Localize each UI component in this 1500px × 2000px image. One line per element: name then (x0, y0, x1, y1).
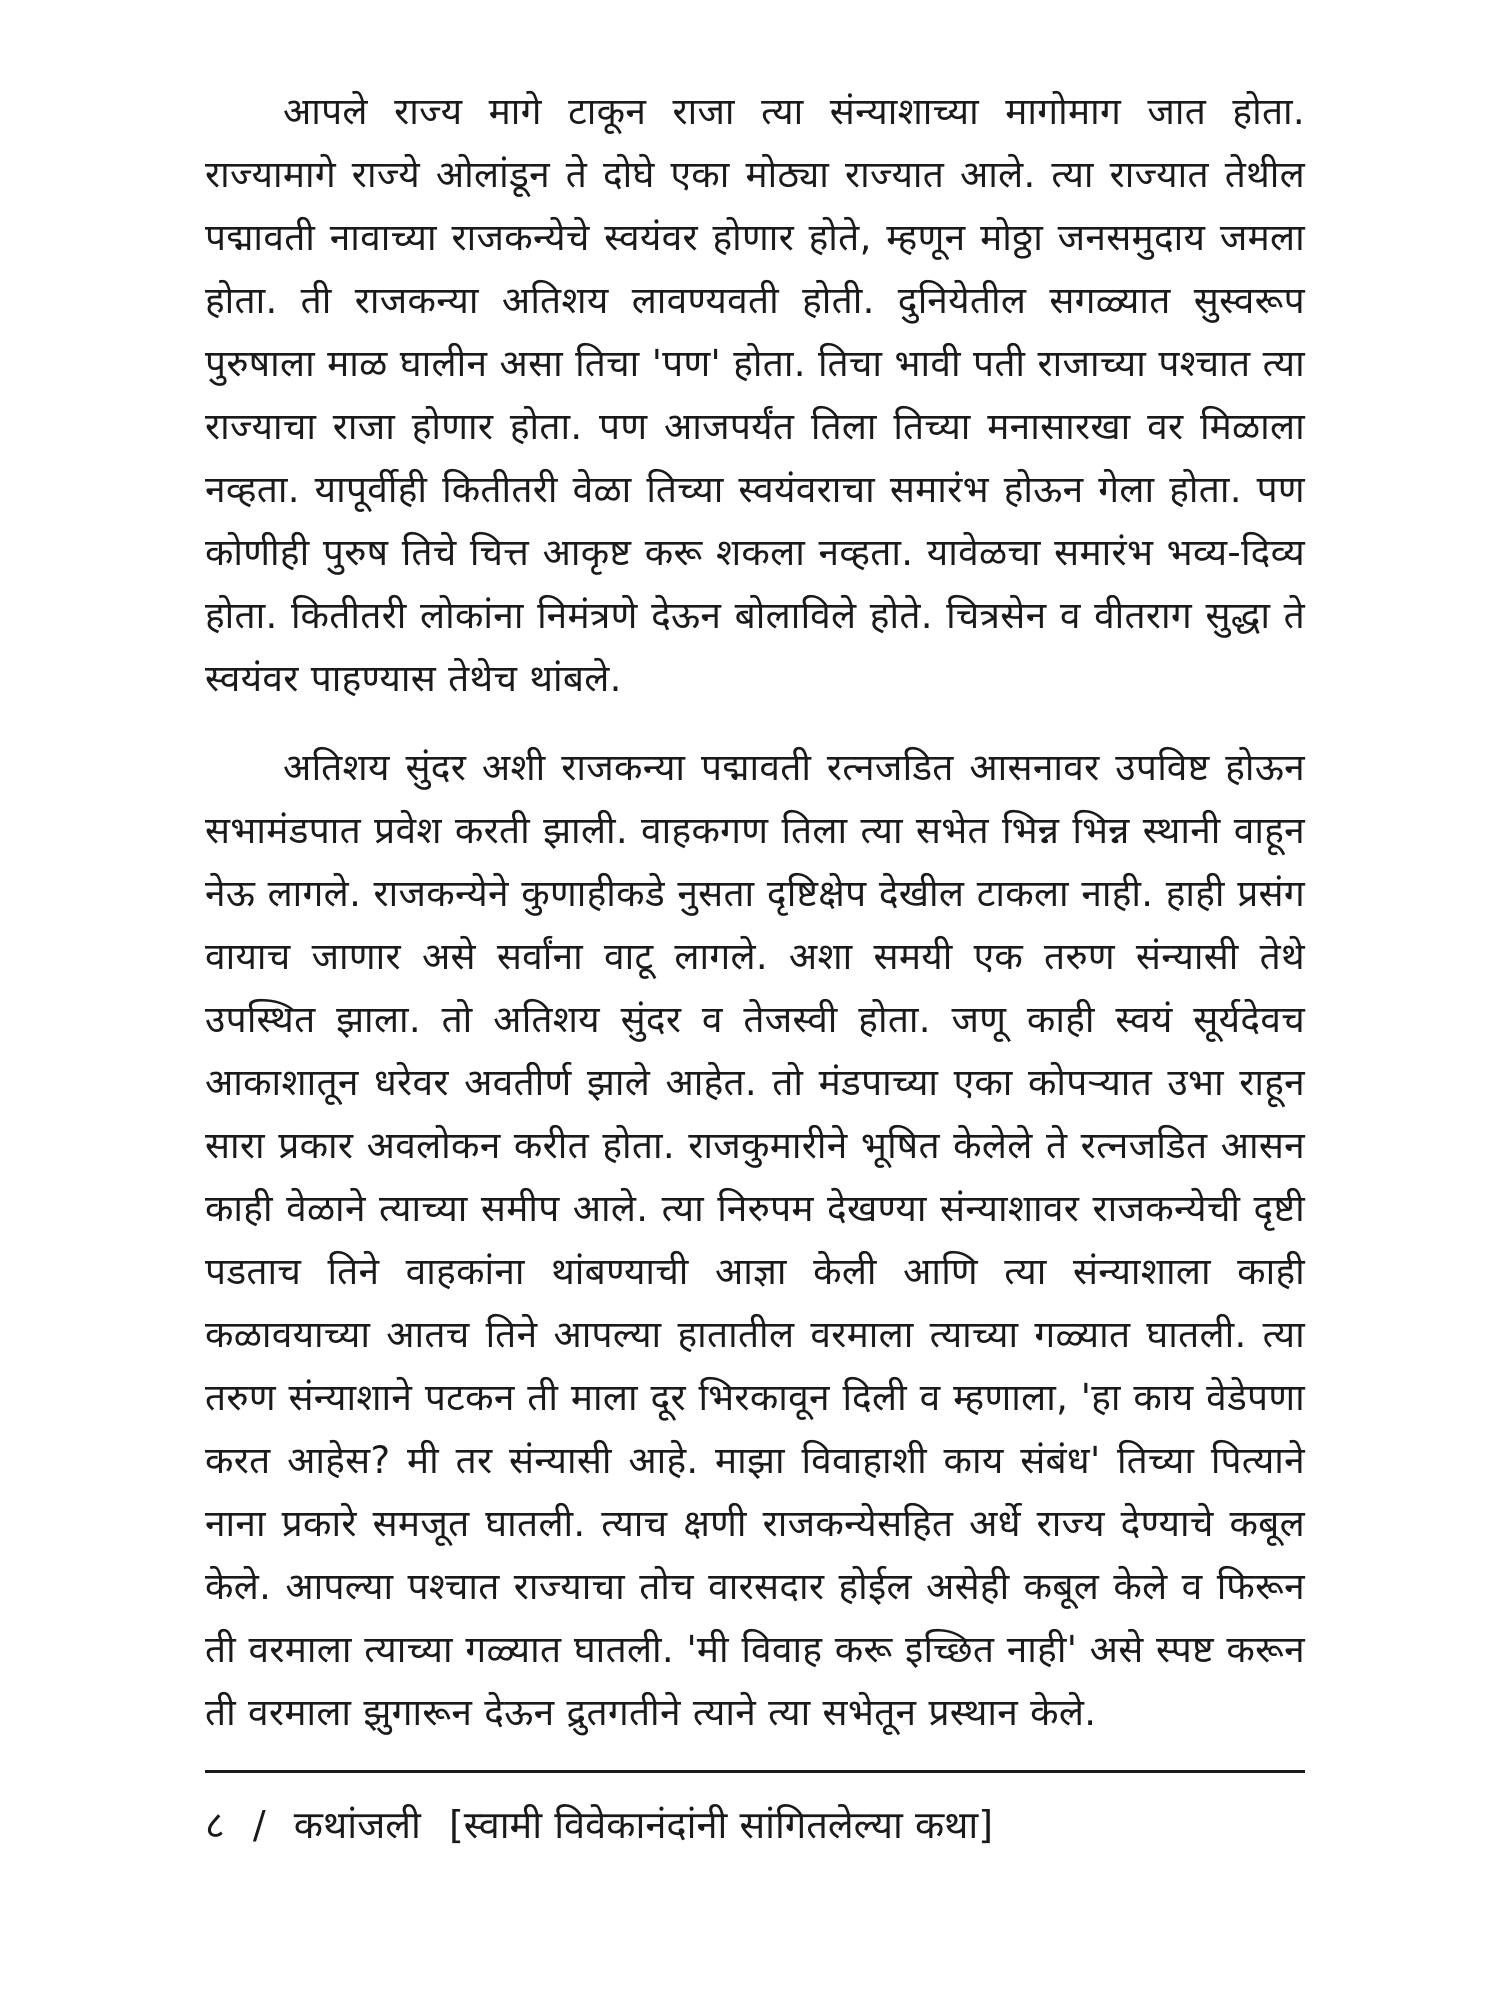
footer-separator: / (252, 1803, 266, 1847)
book-page (205, 80, 1305, 1920)
page-footer (205, 1800, 1009, 1850)
book-title: कथांजली (293, 1803, 421, 1847)
paragraph-1: आपले राज्य मागे टाकून राजा त्या संन्याशाच्या मागोमाग जात होता. राज्यामागे राज्ये ओलांडून ते दोघे एका मोठ्या राज्यात आले. त्या राज्यात तेथील पद्मावती नावाच्या राजकन्येचे स्वयंवर होणार होते, म्हणून मोठ्ठा जनसमुदाय जमला होता. ती राजकन्या अतिशय लावण्यवती होती. दुनियेतील सगळ्यात सुस्वरूप पुरुषाला माळ घालीन असा तिचा 'पण' होता. तिचा भावी पती राजाच्या पश्चात त्या राज्याचा राजा होणार होता. पण आजपर्यंत तिला तिच्या मनासारखा वर मिळाला नव्हता. यापूर्वीही कितीतरी वेळा तिच्या स्वयंवराचा समारंभ होऊन गेला होता. पण कोणीही पुरुष तिचे चित्त आकृष्ट करू शकला नव्हता. यावेळचा समारंभ भव्य-दिव्य होता. कितीतरी लोकांना निमंत्रणे देऊन बोलाविले होते. चित्रसेन व वीतराग सुद्धा ते स्वयंवर पाहण्यास तेथेच थांबले. (205, 90, 1305, 700)
book-subtitle: [स्वामी विवेकानंदांनी सांगितलेल्या कथा] (448, 1803, 994, 1847)
page-number: ८ (205, 1803, 225, 1847)
paragraph-2: अतिशय सुंदर अशी राजकन्या पद्मावती रत्नजडित आसनावर उपविष्ट होऊन सभामंडपात प्रवेश करती झाली. वाहकगण तिला त्या सभेत भिन्न भिन्न स्थानी वाहून नेऊ लागले. राजकन्येने कुणाहीकडे नुसता दृष्टिक्षेप देखील टाकला नाही. हाही प्रसंग वायाच जाणार असे सर्वांना वाटू लागले. अशा समयी एक तरुण संन्यासी तेथे उपस्थित झाला. तो अतिशय सुंदर व तेजस्वी होता. जणू काही स्वयं सूर्यदेवच आकाशातून धरेवर अवतीर्ण झाले आहेत. तो मंडपाच्या एका कोपऱ्यात उभा राहून सारा प्रकार अवलोकन करीत होता. राजकुमारीने भूषित केलेले ते रत्नजडित आसन काही वेळाने त्याच्या समीप आले. त्या निरुपम देखण्या संन्याशावर राजकन्येची दृष्टी पडताच तिने वाहकांना थांबण्याची आज्ञा केली आणि त्या संन्याशाला काही कळावयाच्या आतच तिने आपल्या हातातील वरमाला त्याच्या गळ्यात घातली. त्या तरुण संन्याशाने पटकन ती माला दूर भिरकावून दिली व म्हणाला, 'हा काय वेडेपणा करत आहेस? मी तर संन्यासी आहे. माझा विवाहाशी काय संबंध' तिच्या पित्याने नाना प्रकारे समजूत घातली. त्याच क्षणी राजकन्येसहित अर्धे राज्य देण्याचे कबूल केले. आपल्या पश्चात राज्याचा तोच वारसदार होईल असेही कबूल केले व फिरून ती वरमाला त्याच्या गळ्यात घातली. 'मी विवाह करू इच्छित नाही' असे स्पष्ट करून ती वरमाला झुगारून देऊन द्रुतगतीने त्याने त्या सभेतून प्रस्थान केले. (205, 746, 1305, 1734)
footer-divider (205, 1770, 1305, 1773)
